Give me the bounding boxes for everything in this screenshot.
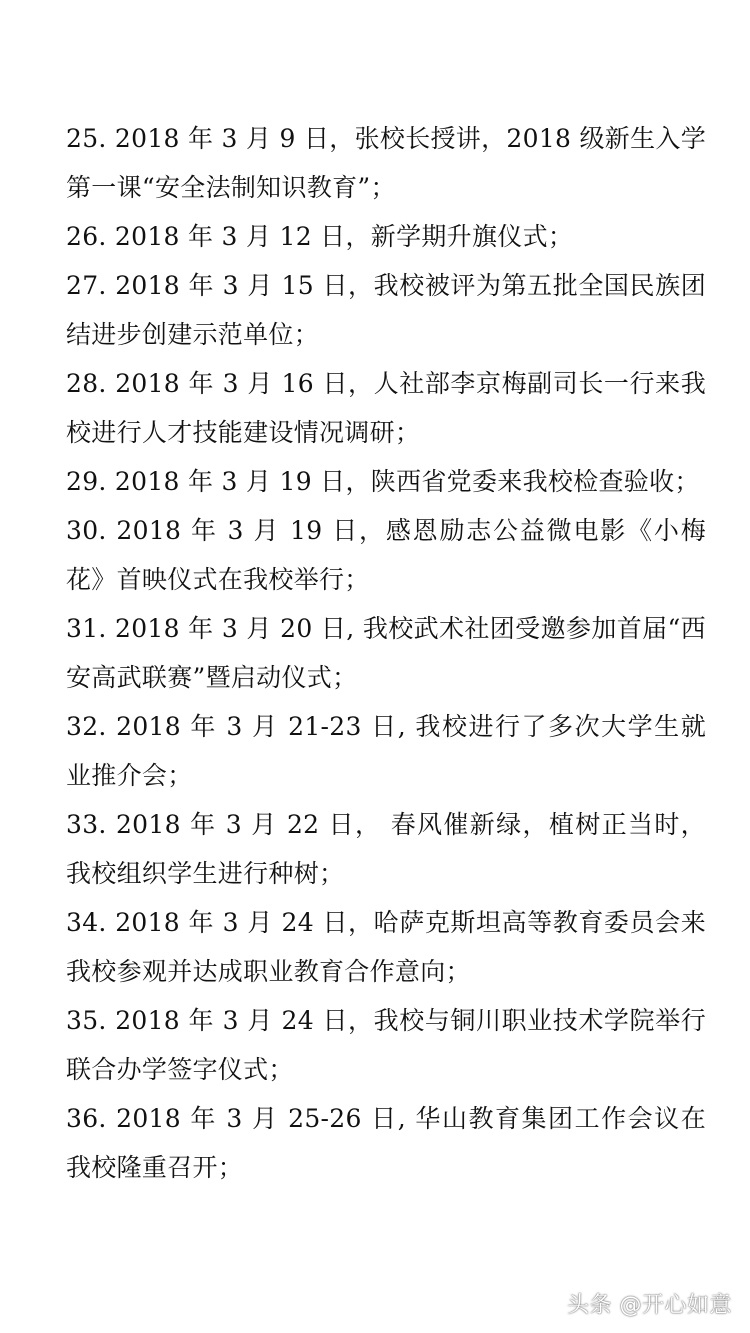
- list-item: 36. 2018 年 3 月 25-26 日, 华山教育集团工作会议在我校隆重召开；: [66, 1104, 706, 1182]
- list-item: 30. 2018 年 3 月 19 日，感恩励志公益微电影《小梅花》首映仪式在我校举行；: [66, 516, 706, 594]
- watermark: 头条 @开心如意: [567, 1293, 732, 1318]
- list-item: 34. 2018 年 3 月 24 日，哈萨克斯坦高等教育委员会来我校参观并达成职业教育合作意向；: [66, 908, 706, 986]
- list-item: 35. 2018 年 3 月 24 日，我校与铜川职业技术学院举行联合办学签字仪式；: [66, 1006, 706, 1084]
- list-item: 33. 2018 年 3 月 22 日， 春风催新绿，植树正当时，我校组织学生进行种树；: [66, 810, 706, 888]
- list-item: 26. 2018 年 3 月 12 日，新学期升旗仪式；: [66, 222, 574, 251]
- list-item: 31. 2018 年 3 月 20 日, 我校武术社团受邀参加首届“西安高武联赛”暨启动仪式；: [66, 614, 706, 692]
- list-item: 29. 2018 年 3 月 19 日，陕西省党委来我校检查验收；: [66, 467, 700, 496]
- list-item: 25. 2018 年 3 月 9 日，张校长授讲，2018 级新生入学第一课“安全法制知识教育”；: [66, 124, 706, 202]
- event-list: [66, 114, 706, 1192]
- list-item: 28. 2018 年 3 月 16 日，人社部李京梅副司长一行来我校进行人才技能建设情况调研；: [66, 369, 706, 447]
- list-item: 27. 2018 年 3 月 15 日，我校被评为第五批全国民族团结进步创建示范单位；: [66, 271, 706, 349]
- list-item: 32. 2018 年 3 月 21-23 日, 我校进行了多次大学生就业推介会；: [66, 712, 706, 790]
